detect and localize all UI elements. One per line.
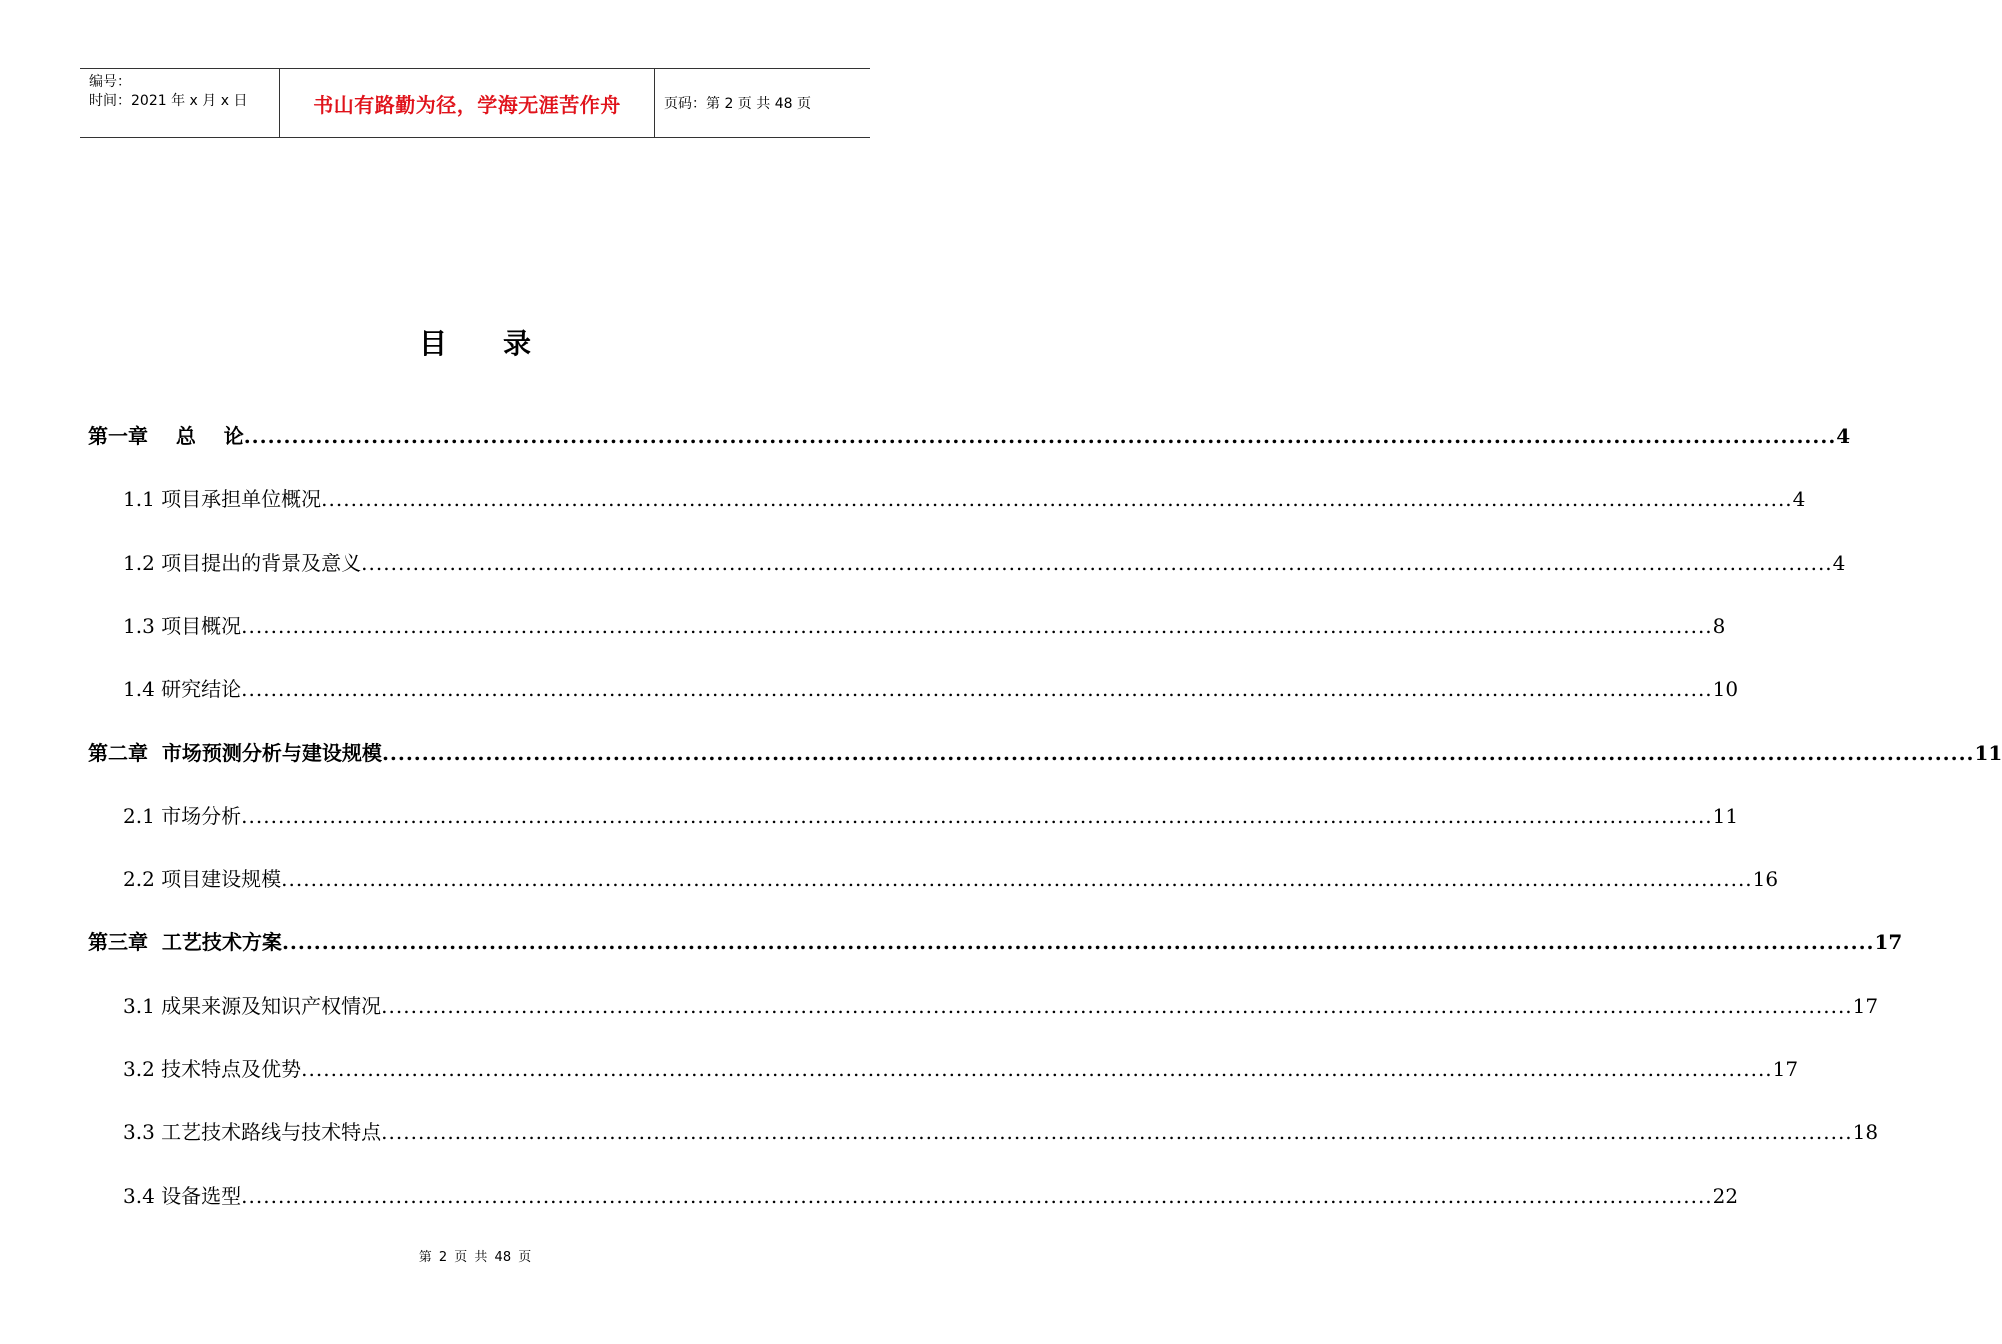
toc-leader-dots: ........................................................................................................................................................................................................	[243, 424, 1837, 448]
toc-entry[interactable]	[123, 1116, 1879, 1144]
toc-entry-label: 3.4 设备选型	[123, 1184, 242, 1208]
toc-entry-page: 10	[1712, 677, 1739, 701]
toc-leader-dots: ........................................................................................................................................................................................................	[281, 867, 1753, 891]
toc-entry-page: 4	[1792, 487, 1806, 511]
toc-leader-dots: ........................................................................................................................................................................................................	[361, 551, 1833, 575]
toc-entry[interactable]	[123, 990, 1879, 1018]
toc-entry-label: 3.3 工艺技术路线与技术特点	[123, 1120, 382, 1144]
page-footer: 第 2 页 共 48 页	[418, 1250, 532, 1265]
toc-entry-page: 16	[1752, 867, 1779, 891]
toc-leader-dots: ........................................................................................................................................................................................................	[241, 614, 1713, 638]
toc-entry-page: 4	[1832, 551, 1846, 575]
toc-entry-label: 第三章 工艺技术方案	[88, 930, 282, 954]
header-page-info: 页码：第 2 页 共 48 页	[664, 96, 811, 112]
toc-leader-dots: ........................................................................................................................................................................................................	[301, 1057, 1773, 1081]
toc-entry[interactable]	[123, 1053, 1799, 1081]
toc-entry-label: 1.3 项目概况	[123, 614, 242, 638]
toc-leader-dots: ........................................................................................................................................................................................................	[381, 741, 1975, 765]
toc-leader-dots: ........................................................................................................................................................................................................	[321, 487, 1793, 511]
toc-entry-label: 1.2 项目提出的背景及意义	[123, 551, 362, 575]
toc-entry[interactable]	[123, 483, 1806, 511]
toc-entry-label: 3.1 成果来源及知识产权情况	[123, 994, 382, 1018]
toc-entry[interactable]	[123, 800, 1739, 828]
toc-entry-page: 18	[1852, 1120, 1879, 1144]
page-header	[80, 68, 870, 138]
toc-entry-label: 2.2 项目建设规模	[123, 867, 282, 891]
header-meta	[80, 69, 280, 137]
header-motto: 书山有路勤为径，学海无涯苦作舟	[280, 69, 655, 137]
toc-entry-page: 17	[1852, 994, 1879, 1018]
toc-entry[interactable]	[88, 737, 2002, 765]
toc-leader-dots: ........................................................................................................................................................................................................	[381, 1120, 1853, 1144]
toc-title: 目录	[418, 327, 587, 360]
toc-entry-label: 3.2 技术特点及优势	[123, 1057, 302, 1081]
toc-entry[interactable]	[123, 863, 1779, 891]
toc-entry-page: 17	[1772, 1057, 1799, 1081]
toc-leader-dots: ........................................................................................................................................................................................................	[281, 930, 1875, 954]
toc-entry-page: 11	[1974, 741, 2002, 765]
toc-entry-page: 22	[1712, 1184, 1739, 1208]
toc-entry[interactable]	[88, 926, 1903, 954]
toc-entry-label: 第一章 总 论	[88, 424, 244, 448]
toc-leader-dots: ........................................................................................................................................................................................................	[241, 677, 1713, 701]
toc-leader-dots: ........................................................................................................................................................................................................	[241, 1184, 1713, 1208]
toc-entry[interactable]	[123, 610, 1726, 638]
toc-entry-page: 17	[1874, 930, 1903, 954]
toc-entry-label: 1.1 项目承担单位概况	[123, 487, 322, 511]
toc-entry[interactable]	[123, 673, 1739, 701]
toc-leader-dots: ........................................................................................................................................................................................................	[241, 804, 1713, 828]
toc-entry-label: 第二章 市场预测分析与建设规模	[88, 741, 382, 765]
toc-entry[interactable]	[123, 1180, 1739, 1208]
toc-entry[interactable]	[88, 420, 1851, 448]
toc-leader-dots: ........................................................................................................................................................................................................	[381, 994, 1853, 1018]
toc-entry-page: 11	[1712, 804, 1739, 828]
toc-entry-page: 4	[1836, 424, 1851, 448]
toc-entry-page: 8	[1712, 614, 1726, 638]
serial-label: 编号：	[89, 74, 131, 90]
toc-entry-label: 2.1 市场分析	[123, 804, 242, 828]
time-label: 时间：2021 年 x 月 x 日	[89, 93, 248, 109]
toc-entry[interactable]	[123, 547, 1846, 575]
toc-entry-label: 1.4 研究结论	[123, 677, 242, 701]
